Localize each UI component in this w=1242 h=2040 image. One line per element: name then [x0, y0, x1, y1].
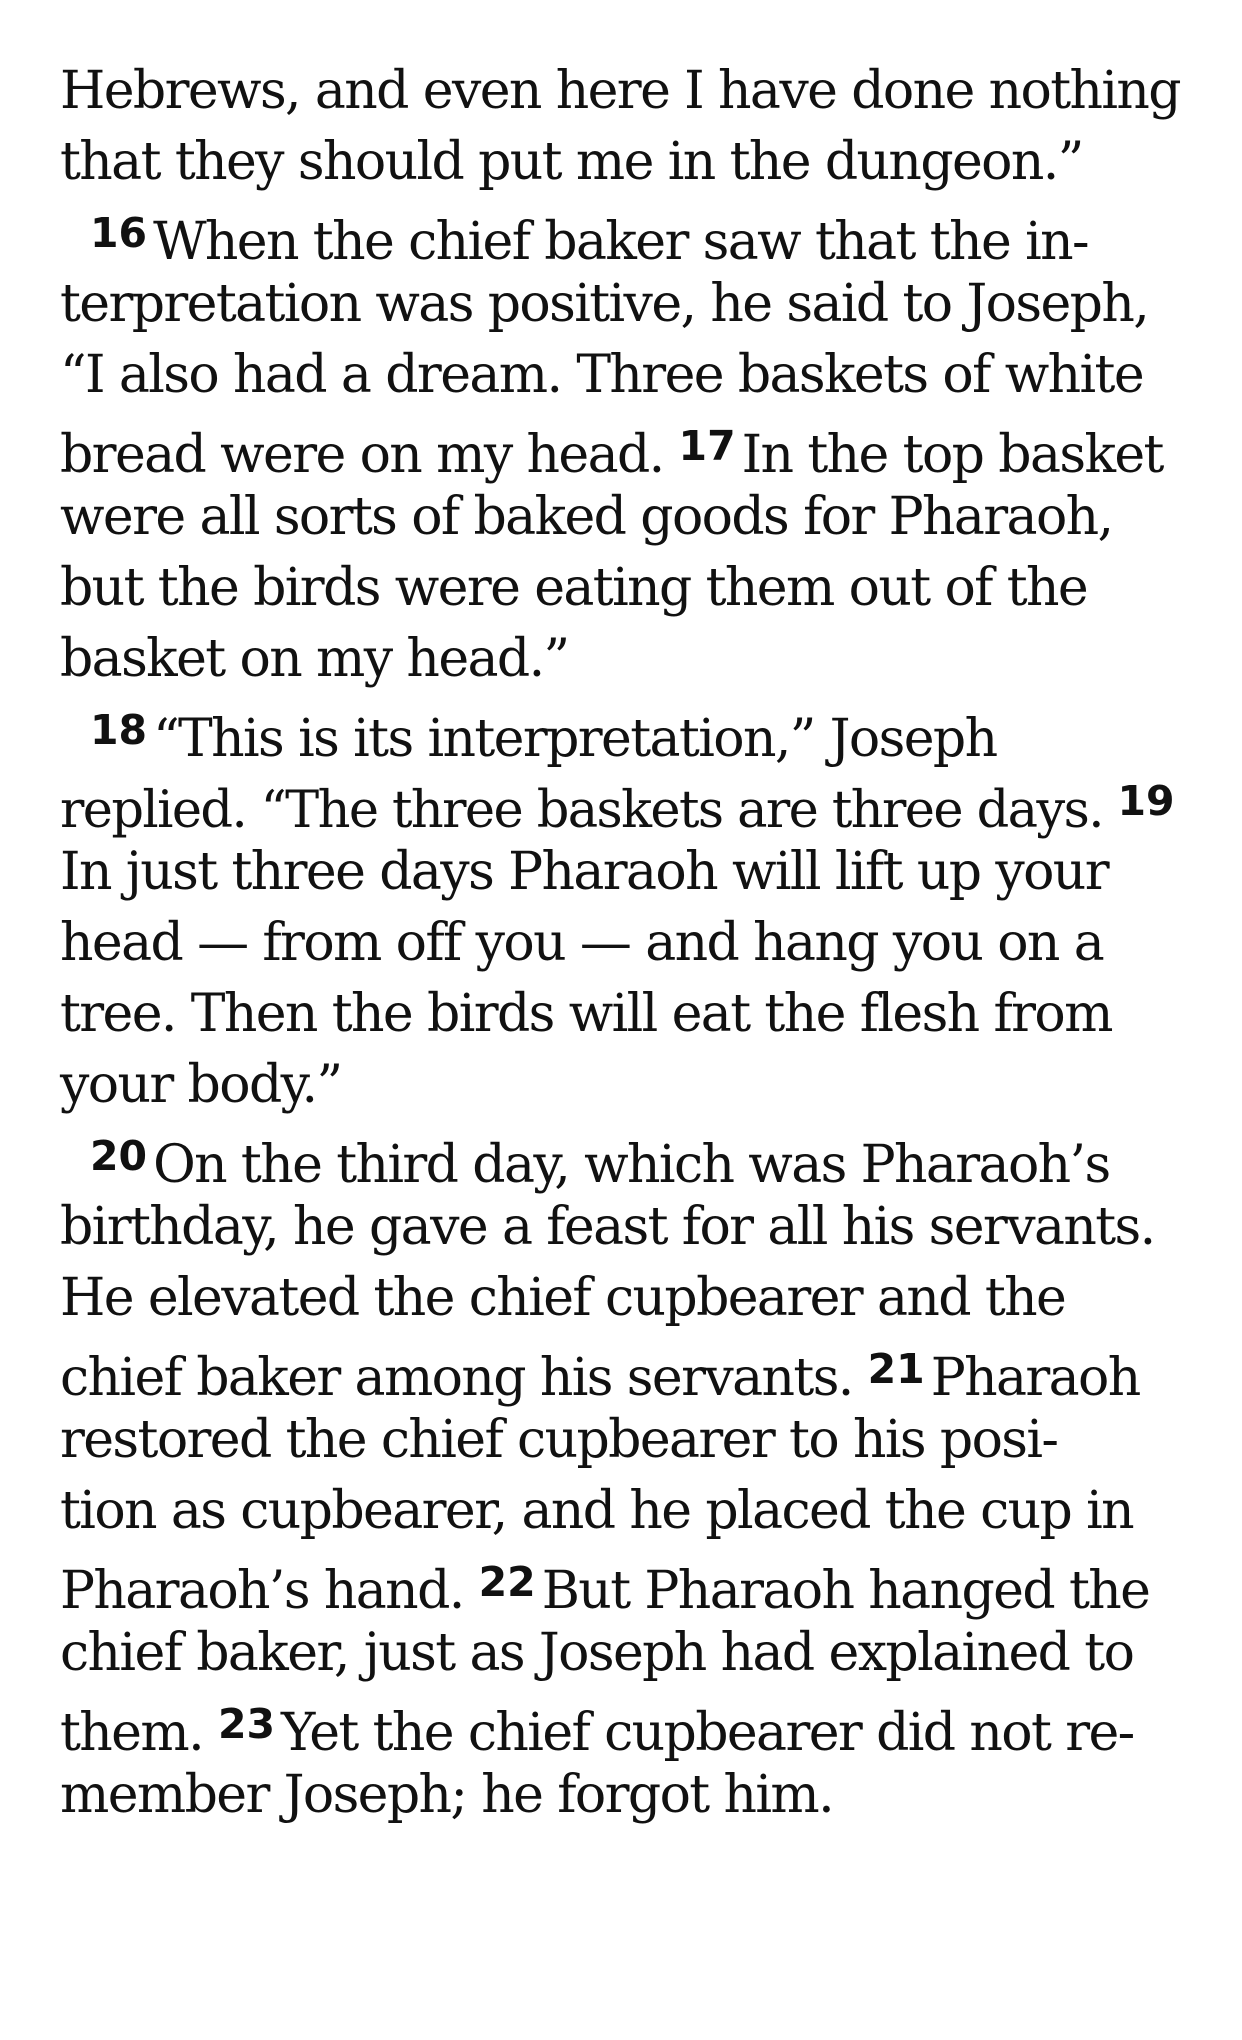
verse-text: them.: [60, 1703, 203, 1763]
verse-text: chief baker, just as Joseph had explained to: [60, 1623, 1134, 1683]
verse-text: Pharaoh’s hand.: [60, 1561, 464, 1621]
verse-text: that they should put me in the dungeon.”: [60, 132, 1083, 192]
verse-text: When the chief baker saw that the in-: [153, 212, 1088, 272]
verse-number[interactable]: 23: [217, 1700, 275, 1748]
verse-text: Pharaoh: [930, 1348, 1140, 1408]
verse-text: “This is its interpretation,” Joseph: [153, 709, 997, 769]
text-line: [60, 56, 1182, 127]
verse-text: member Joseph; he forgot him.: [60, 1765, 834, 1825]
text-line: [60, 695, 1182, 769]
text-line: [60, 1050, 1182, 1121]
text-line: [60, 908, 1182, 979]
verse-text: “I also had a dream. Three baskets of white: [60, 345, 1143, 405]
verse-number[interactable]: 22: [478, 1558, 536, 1606]
verse-text: restored the chief cupbearer to his posi-: [60, 1410, 1058, 1470]
verse-number[interactable]: 20: [90, 1132, 148, 1180]
verse-text: On the third day, which was Pharaoh’s: [153, 1135, 1110, 1195]
text-line: [60, 340, 1182, 411]
verse-text: were all sorts of baked goods for Pharaoh,: [60, 487, 1113, 547]
text-line: [60, 624, 1182, 695]
text-line: [60, 553, 1182, 624]
text-line: [60, 482, 1182, 553]
verse-text: birthday, he gave a feast for all his servants.: [60, 1197, 1155, 1257]
text-line: [60, 198, 1182, 272]
text-line: [60, 1689, 1182, 1763]
text-line: [60, 1121, 1182, 1195]
verse-number[interactable]: 19: [1117, 777, 1175, 825]
text-line: [60, 766, 1182, 840]
verse-text: In the top basket: [741, 425, 1163, 485]
verse-text: Yet the chief cupbearer did not re-: [281, 1703, 1134, 1763]
text-line: [60, 1263, 1182, 1334]
scripture-passage: [60, 56, 1182, 1831]
verse-text: tree. Then the birds will eat the flesh from: [60, 984, 1112, 1044]
verse-text: terpretation was positive, he said to Joseph,: [60, 274, 1149, 334]
text-line: [60, 1476, 1182, 1547]
text-line: [60, 1192, 1182, 1263]
text-line: [60, 269, 1182, 340]
verse-text: tion as cupbearer, and he placed the cup in: [60, 1481, 1134, 1541]
text-line: [60, 1334, 1182, 1408]
text-line: [60, 1618, 1182, 1689]
verse-text: But Pharaoh hanged the: [541, 1561, 1150, 1621]
text-line: [60, 1760, 1182, 1831]
verse-number[interactable]: 16: [90, 209, 148, 257]
text-line: [60, 1405, 1182, 1476]
verse-text: Hebrews, and even here I have done nothing: [60, 61, 1180, 121]
verse-text: basket on my head.”: [60, 629, 569, 689]
verse-text: chief baker among his servants.: [60, 1348, 853, 1408]
verse-text: your body.”: [60, 1055, 342, 1115]
verse-text: replied. “The three baskets are three days.: [60, 781, 1103, 840]
verse-text: He elevated the chief cupbearer and the: [60, 1268, 1066, 1328]
verse-text: but the birds were eating them out of the: [60, 558, 1088, 618]
verse-text: In just three days Pharaoh will lift up your: [60, 842, 1108, 902]
verse-number[interactable]: 17: [678, 422, 736, 470]
text-line: [60, 837, 1182, 908]
verse-number[interactable]: 21: [867, 1345, 925, 1393]
verse-text: head — from off you — and hang you on a: [60, 913, 1104, 973]
text-line: [60, 127, 1182, 198]
text-line: [60, 979, 1182, 1050]
text-line: [60, 1547, 1182, 1621]
verse-text: bread were on my head.: [60, 425, 664, 485]
verse-number[interactable]: 18: [90, 706, 148, 754]
text-line: [60, 411, 1182, 485]
